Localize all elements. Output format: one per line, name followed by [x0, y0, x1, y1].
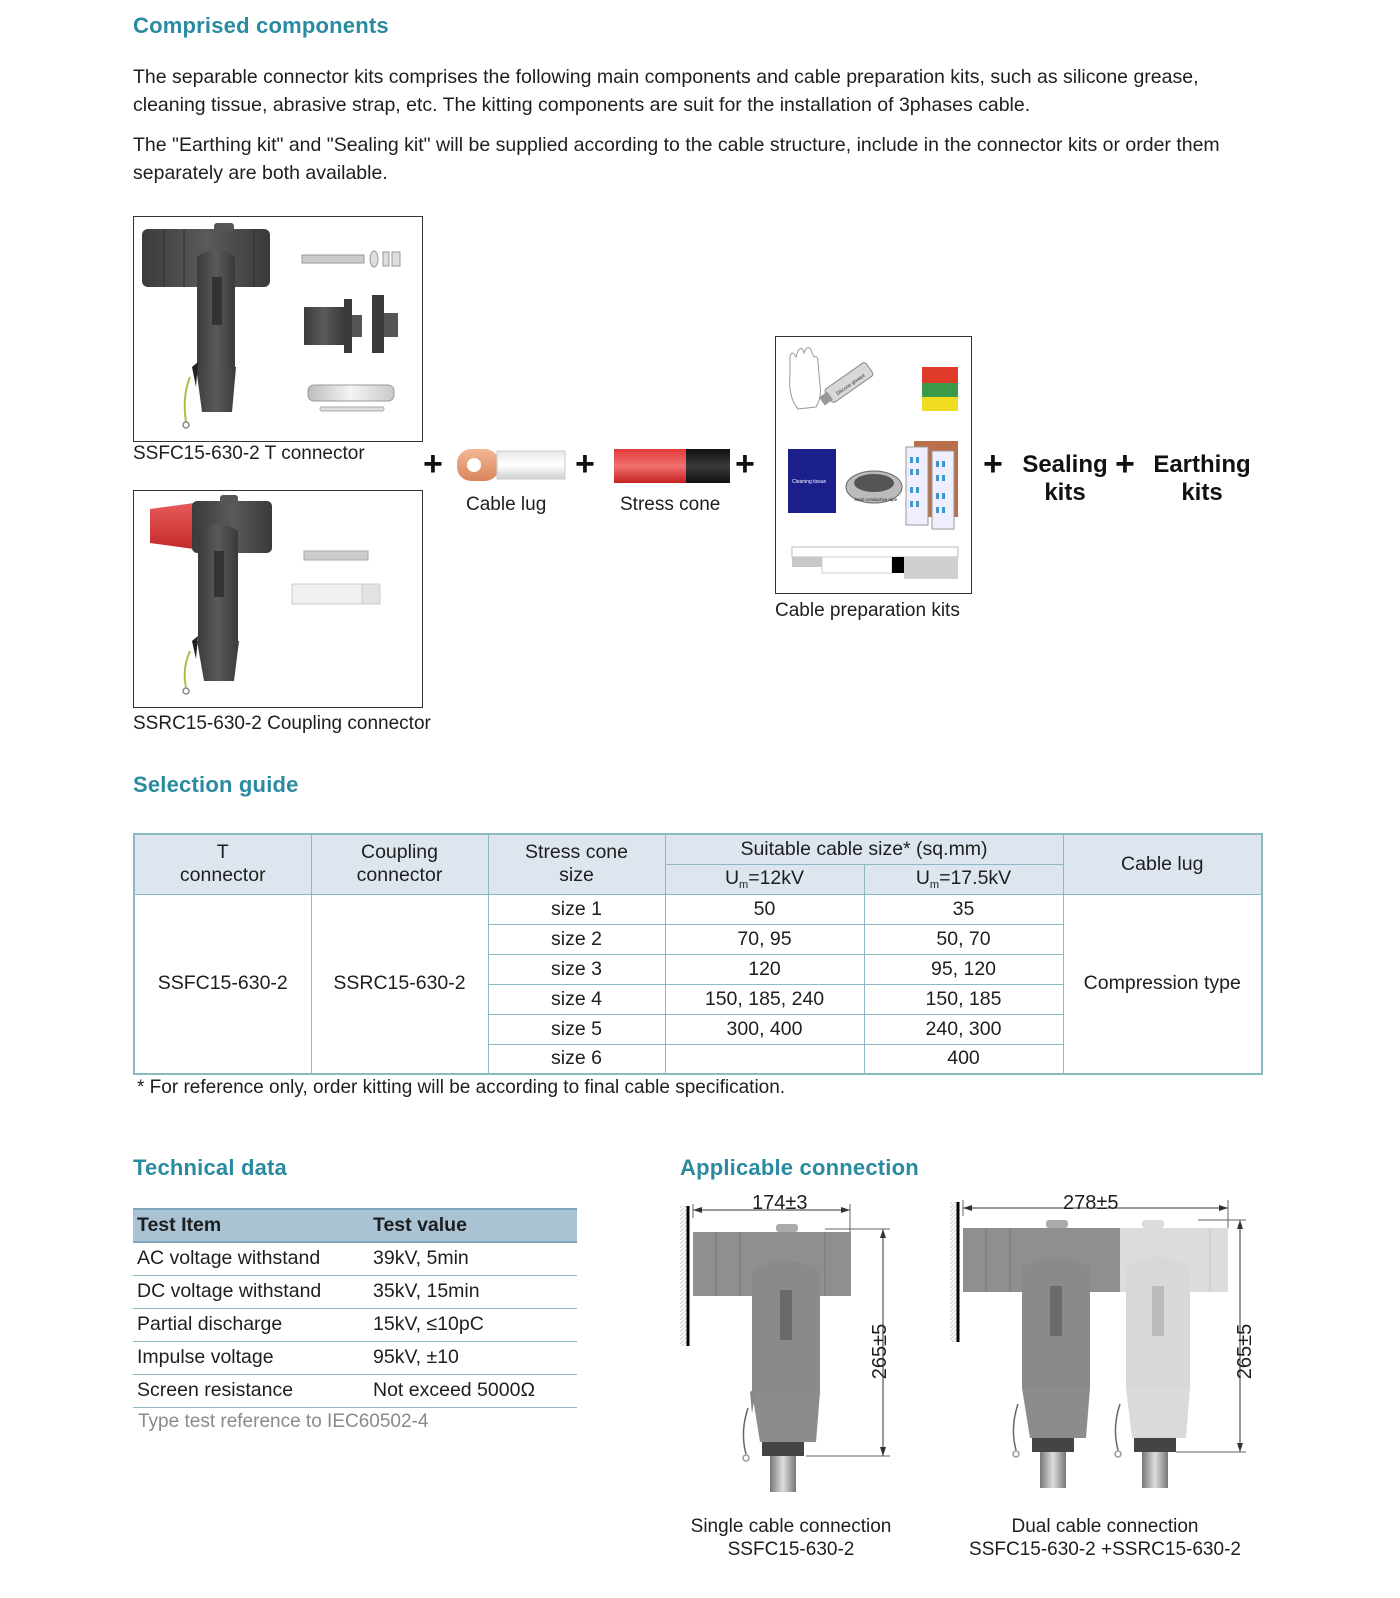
dual-connection-icon	[950, 1192, 1270, 1492]
um175-cell: 95, 120	[864, 954, 1063, 984]
test-item: AC voltage withstand	[133, 1242, 369, 1275]
um175-cell: 150, 185	[864, 984, 1063, 1014]
header-test-value: Test value	[369, 1209, 577, 1242]
test-value: 39kV, 5min	[369, 1242, 577, 1275]
plus-sign: +	[575, 445, 595, 483]
um12-cell	[665, 1044, 864, 1074]
selection-footnote: * For reference only, order kitting will be according to final cable specification.	[137, 1077, 786, 1098]
kits-paragraph: The "Earthing kit" and "Sealing kit" will be supplied according to the cable structure, include in the connector kits or order them separately are both available.	[133, 134, 1220, 184]
single-connection-model: SSFC15-630-2	[727, 1539, 855, 1560]
table-row	[133, 1308, 577, 1341]
dual-cable-diagram	[950, 1192, 1270, 1492]
dual-connection-model: SSFC15-630-2 +SSRC15-630-2	[969, 1539, 1241, 1560]
dual-width-dimension: 278±5	[1063, 1192, 1119, 1214]
header-cable-lug: Cable lug	[1063, 834, 1262, 894]
size-cell: size 6	[488, 1044, 665, 1074]
header-t-connector: T connector	[134, 834, 311, 894]
size-cell: size 5	[488, 1014, 665, 1044]
um175-cell: 400	[864, 1044, 1063, 1074]
t-connector-caption: SSFC15-630-2 T connector	[133, 443, 365, 464]
header-um-17-5kv: $U_m=17.5kV$	[864, 864, 1063, 894]
cable-lug-caption: Cable lug	[466, 494, 547, 515]
table-row	[133, 1275, 577, 1308]
t-connector-image	[133, 216, 423, 442]
um12-cell: 150, 185, 240	[665, 984, 864, 1014]
table-row	[133, 1374, 577, 1407]
cable-preparation-kit-image	[775, 336, 972, 594]
test-value: Not exceed 5000Ω	[369, 1374, 577, 1407]
header-stress-cone-size: Stress cone size	[488, 834, 665, 894]
um175-cell: 50, 70	[864, 924, 1063, 954]
um175-cell: 35	[864, 894, 1063, 924]
um12-cell: 70, 95	[665, 924, 864, 954]
technical-data-heading: Technical data	[133, 1155, 287, 1180]
t-connector-cell: SSFC15-630-2	[134, 894, 311, 1074]
plus-sign: +	[1115, 445, 1135, 483]
type-test-note: Type test reference to IEC60502-4	[138, 1411, 429, 1432]
size-cell: size 3	[488, 954, 665, 984]
table-row	[134, 894, 1262, 924]
single-height-dimension: 265±5	[869, 1323, 892, 1380]
semicon-tape-label: Semi-conductive tape	[854, 497, 898, 502]
single-width-dimension: 174±3	[752, 1192, 808, 1214]
comprised-components-heading: Comprised components	[133, 13, 389, 38]
um12-cell: 300, 400	[665, 1014, 864, 1044]
dual-connection-caption: Dual cable connection	[1011, 1516, 1199, 1537]
size-cell: size 1	[488, 894, 665, 924]
test-item: DC voltage withstand	[133, 1275, 369, 1308]
selection-table	[133, 833, 1263, 1075]
selection-guide-heading: Selection guide	[133, 772, 299, 797]
sealing-kits-line2: kits	[1044, 479, 1086, 506]
plus-sign: +	[735, 445, 755, 483]
header-coupling-connector: Coupling connector	[311, 834, 488, 894]
plus-sign: +	[423, 445, 443, 483]
cable-lug-icon	[457, 447, 569, 483]
dual-height-dimension: 265±5	[1234, 1323, 1257, 1380]
cable-lug-cell: Compression type	[1063, 894, 1262, 1074]
earthing-kits-line2: kits	[1181, 479, 1223, 506]
table-row	[133, 1242, 577, 1275]
coupling-connector-cell: SSRC15-630-2	[311, 894, 488, 1074]
sealing-kits-label	[1015, 451, 1115, 507]
test-item: Screen resistance	[133, 1374, 369, 1407]
plus-sign: +	[983, 445, 1003, 483]
applicable-connection-heading: Applicable connection	[680, 1155, 919, 1180]
earthing-kits-label	[1147, 451, 1257, 507]
header-suitable-cable-size: Suitable cable size* (sq.mm)	[665, 834, 1063, 864]
um12-cell: 120	[665, 954, 864, 984]
test-item: Impulse voltage	[133, 1341, 369, 1374]
cable-lug-image	[457, 447, 569, 488]
earthing-kits-line1: Earthing	[1153, 451, 1251, 478]
single-connection-caption: Single cable connection	[690, 1516, 892, 1537]
stress-cone-image	[614, 447, 730, 490]
stress-cone-icon	[614, 447, 730, 485]
test-item: Partial discharge	[133, 1308, 369, 1341]
technical-data-table	[133, 1208, 577, 1408]
coupling-connector-caption: SSRC15-630-2 Coupling connector	[133, 713, 431, 734]
coupling-connector-icon	[134, 491, 421, 706]
um175-cell: 240, 300	[864, 1014, 1063, 1044]
size-cell: size 2	[488, 924, 665, 954]
cable-prep-kit-caption: Cable preparation kits	[775, 600, 960, 621]
stress-cone-caption: Stress cone	[620, 494, 721, 515]
silicone-grease-label: Silicone grease	[835, 372, 867, 398]
test-value: 35kV, 15min	[369, 1275, 577, 1308]
header-um-12kv: $U_m=12kV$	[665, 864, 864, 894]
cleaning-tissue-label: Cleaning tissue	[792, 479, 827, 485]
cable-prep-kit-icon	[776, 337, 970, 592]
header-test-item: Test Item	[133, 1209, 369, 1242]
table-row	[133, 1341, 577, 1374]
t-connector-icon	[134, 217, 421, 440]
size-cell: size 4	[488, 984, 665, 1014]
sealing-kits-line1: Sealing	[1022, 451, 1108, 478]
test-value: 15kV, ≤10pC	[369, 1308, 577, 1341]
coupling-connector-image	[133, 490, 423, 708]
intro-paragraph: The separable connector kits comprises the following main components and cable preparation kits, such as silicone grease, cleaning tissue, abrasive strap, etc. The kitting components are suit for the installation of 3phases cable.	[133, 66, 1199, 116]
um12-cell: 50	[665, 894, 864, 924]
test-value: 95kV, ±10	[369, 1341, 577, 1374]
